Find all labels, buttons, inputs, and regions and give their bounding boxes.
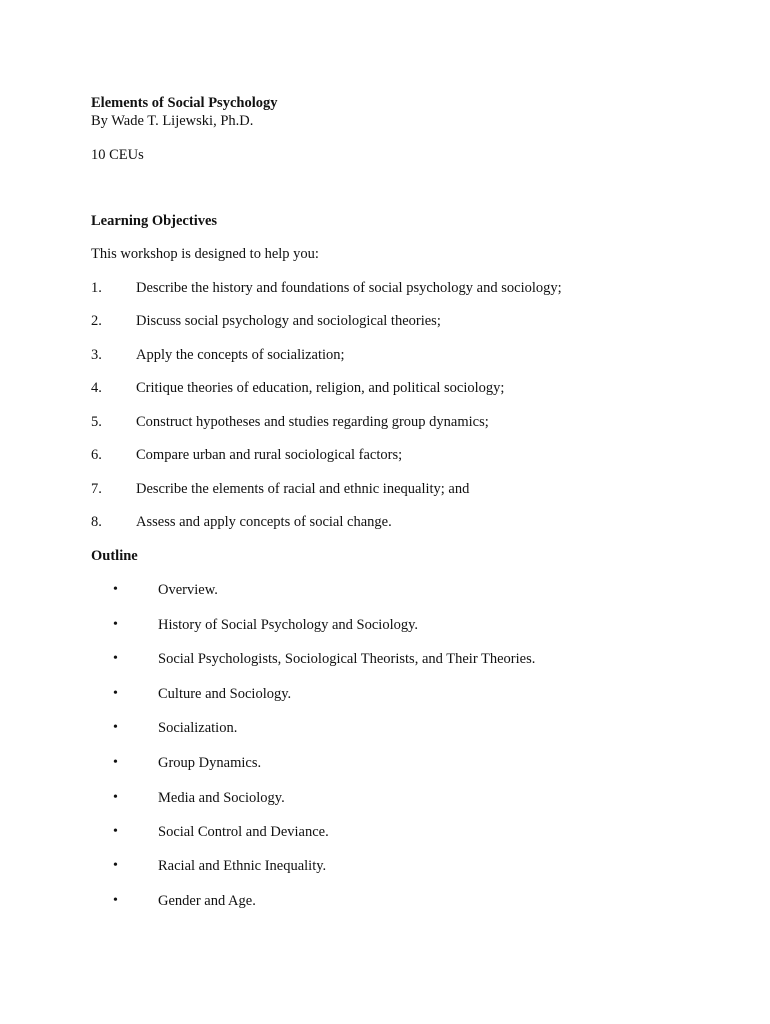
- bullet-icon: •: [113, 686, 118, 701]
- outline-item-text: Social Psychologists, Sociological Theorists, and Their Theories.: [158, 651, 536, 667]
- bullet-icon: •: [113, 790, 118, 805]
- objective-text: Describe the history and foundations of social psychology and sociology;: [136, 280, 562, 296]
- objective-text: Construct hypotheses and studies regarding group dynamics;: [136, 414, 489, 430]
- objective-number: 7.: [91, 481, 102, 497]
- objective-text: Describe the elements of racial and ethnic inequality; and: [136, 481, 470, 497]
- objective-number: 8.: [91, 514, 102, 530]
- objective-number: 5.: [91, 414, 102, 430]
- objective-number: 1.: [91, 280, 102, 296]
- outline-item-text: History of Social Psychology and Sociology.: [158, 617, 419, 633]
- outline-item-text: Media and Sociology.: [158, 790, 285, 806]
- bullet-icon: •: [113, 755, 118, 770]
- objective-text: Apply the concepts of socialization;: [136, 347, 345, 363]
- outline-item-text: Gender and Age.: [158, 893, 256, 909]
- bullet-icon: •: [113, 651, 118, 666]
- bullet-icon: •: [113, 720, 118, 735]
- bullet-icon: •: [113, 582, 118, 597]
- document-author: By Wade T. Lijewski, Ph.D.: [91, 113, 254, 129]
- objective-text: Compare urban and rural sociological factors;: [136, 447, 403, 463]
- objective-number: 2.: [91, 313, 102, 329]
- bullet-icon: •: [113, 893, 118, 908]
- objective-number: 3.: [91, 347, 102, 363]
- bullet-icon: •: [113, 824, 118, 839]
- outline-item-text: Overview.: [158, 582, 218, 598]
- objective-number: 6.: [91, 447, 102, 463]
- outline-item-text: Socialization.: [158, 720, 238, 736]
- outline-item-text: Culture and Sociology.: [158, 686, 292, 702]
- document-title: Elements of Social Psychology: [91, 95, 278, 111]
- outline-item-text: Group Dynamics.: [158, 755, 262, 771]
- bullet-icon: •: [113, 858, 118, 873]
- outline-item-text: Racial and Ethnic Inequality.: [158, 858, 327, 874]
- objective-text: Discuss social psychology and sociological theories;: [136, 313, 441, 329]
- objective-text: Assess and apply concepts of social change.: [136, 514, 392, 530]
- objectives-heading: Learning Objectives: [91, 213, 218, 229]
- objective-number: 4.: [91, 380, 102, 396]
- outline-item-text: Social Control and Deviance.: [158, 824, 329, 840]
- objective-text: Critique theories of education, religion, and political sociology;: [136, 380, 505, 396]
- document-ceus: 10 CEUs: [91, 147, 144, 163]
- bullet-icon: •: [113, 617, 118, 632]
- outline-heading: Outline: [91, 548, 138, 564]
- objectives-intro: This workshop is designed to help you:: [91, 246, 319, 262]
